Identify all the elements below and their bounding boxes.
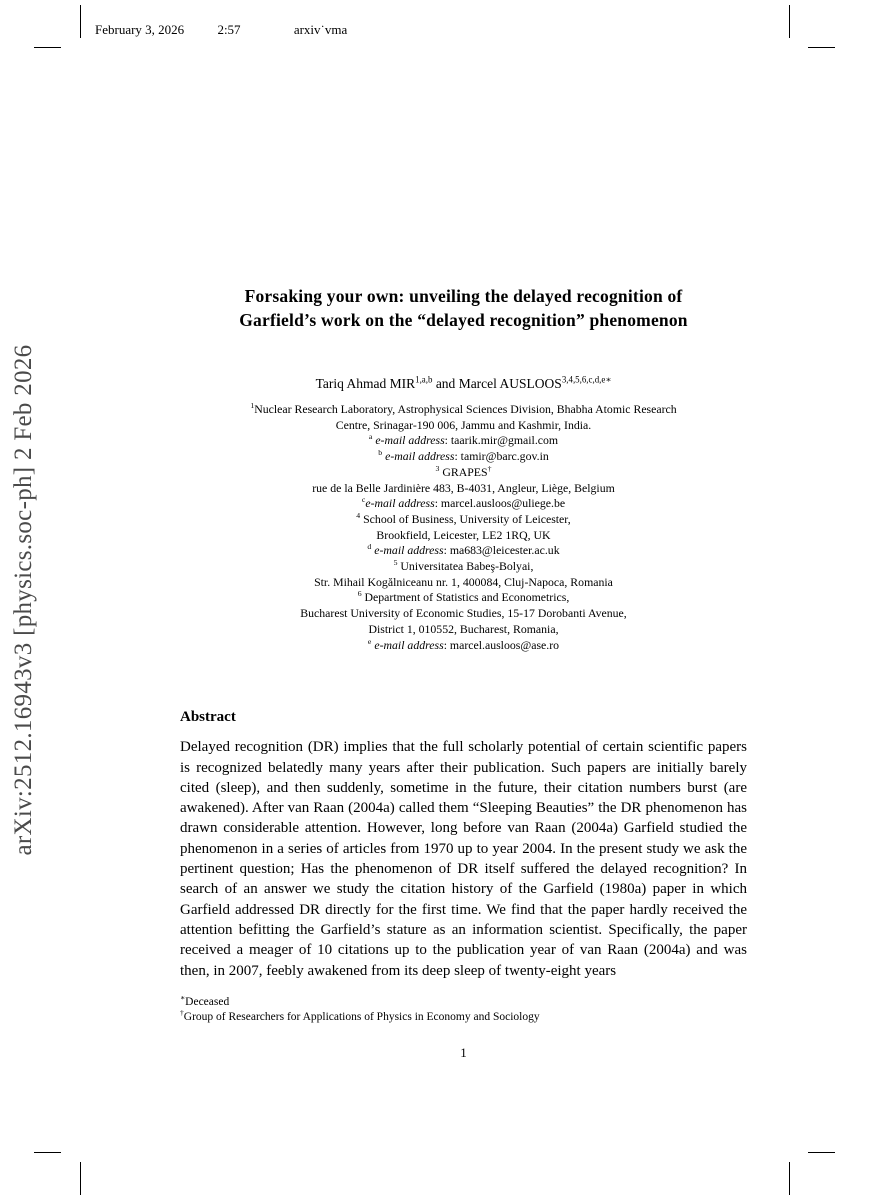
affiliation-line: $^6$ Department of Statistics and Econometrics,	[357, 589, 570, 605]
affiliation-line: $^a$ e-mail address: taarik.mir@gmail.com	[368, 432, 559, 448]
abstract-paragraph: Delayed recognition (DR) implies that the full scholarly potential of certain scientific papers is recognized belatedly many years after their publication. Such papers are initially barely cited (sleep), and then suddenly, sometime in the future, their citation numbers burst (are awakened). After van Raan (2004a) called them “Sleeping Beauties” the DR phenomenon has drawn considerable attention. However, long before van Raan (2004a) Garfield studied the phenomenon in a series of articles from 1970 up to year 2004. In the present study we ask the pertinent question; Has the phenomenon of DR itself suffered the delayed recognition? In search of an answer we study the citation history of the Garfield (1980a) paper in which Garfield addressed DR directly for the first time. We find that the paper hardly received the attention befitting the Garfield’s stature as an information scientist. Specifically, the paper received a meager of 10 citations up to the publication year of van Raan (2004a) and was then, in 2007, feebly awakened from its deep sleep of twenty-eight years	[180, 739, 747, 979]
crop-mark-bottom-right-vertical	[789, 1162, 790, 1195]
paper-title-line1: Forsaking your own: unveiling the delayed recognition of	[244, 286, 683, 306]
abstract-heading: Abstract	[180, 709, 236, 726]
footnote-line: ∗Deceased	[180, 992, 230, 1008]
footnotes-block	[180, 992, 747, 1025]
crop-mark-bottom-left-vertical	[80, 1162, 81, 1195]
header-jobname: arxiv˙vma	[293, 22, 348, 37]
affiliation-line: $^b$ e-mail address: tamir@barc.gov.in	[378, 448, 549, 464]
footnote-line: †Group of Researchers for Applications of Physics in Economy and Sociology	[180, 1007, 540, 1023]
affiliations-block	[180, 402, 747, 653]
authors-line	[180, 376, 747, 392]
crop-mark-top-right-vertical	[789, 5, 790, 38]
page-number: 1	[460, 1044, 467, 1060]
author-2-name: Marcel AUSLOOS	[458, 376, 562, 391]
affiliation-line: Bucharest University of Economic Studies, 15-17 Dorobanti Avenue,	[300, 606, 627, 621]
affiliation-line: $^1$Nuclear Research Laboratory, Astrophysical Sciences Division, Bhabha Atomic Research	[250, 401, 677, 416]
affiliation-line: $^3$ GRAPES†	[435, 463, 492, 479]
main-column	[180, 0, 747, 1061]
affiliation-line: $^e$ e-mail address: marcel.ausloos@ase.ro	[367, 636, 560, 652]
affiliation-line: District 1, 010552, Bucharest, Romania,	[368, 621, 559, 636]
arxiv-stamp: arXiv:2512.16943v3 [physics.soc-ph] 2 Feb 2026	[10, 344, 37, 856]
affiliation-line: $^4$ School of Business, University of Leicester,	[356, 511, 571, 526]
affiliation-line: $^c$e-mail address: marcel.ausloos@uliege.be	[361, 495, 566, 511]
crop-mark-bottom-left-horizontal	[34, 1152, 61, 1153]
affiliation-line: Centre, Srinagar-190 006, Jammu and Kashmir, India.	[335, 417, 592, 432]
crop-mark-top-right-horizontal	[808, 47, 835, 48]
crop-mark-top-left-vertical	[80, 5, 81, 38]
crop-mark-bottom-right-horizontal	[808, 1152, 835, 1153]
affiliation-line: rue de la Belle Jardinière 483, B-4031, Angleur, Liège, Belgium	[312, 480, 615, 495]
author-2-superscript: 3,4,5,6,c,d,e∗	[561, 374, 612, 385]
affiliation-line: $^5$ Universitatea Babeş-Bolyai,	[393, 558, 534, 574]
affiliation-line: Str. Mihail Kogălniceanu nr. 1, 400084, Cluj-Napoca, Romania	[314, 574, 613, 589]
header-time: 2:57	[217, 22, 241, 37]
affiliation-line: $^d$ e-mail address: ma683@leicester.ac.uk	[367, 542, 560, 558]
crop-mark-top-left-horizontal	[34, 47, 61, 48]
paper-title-line2: Garfield’s work on the “delayed recognition” phenomenon	[239, 310, 688, 330]
paper-title	[180, 284, 747, 332]
affiliation-line: Brookfield, Leicester, LE2 1RQ, UK	[376, 527, 551, 542]
author-1-name: Tariq Ahmad MIR	[315, 376, 416, 391]
author-1-superscript: 1,a,b	[415, 374, 433, 385]
header-date: February 3, 2026	[95, 22, 185, 37]
authors-joiner: and	[432, 376, 459, 391]
